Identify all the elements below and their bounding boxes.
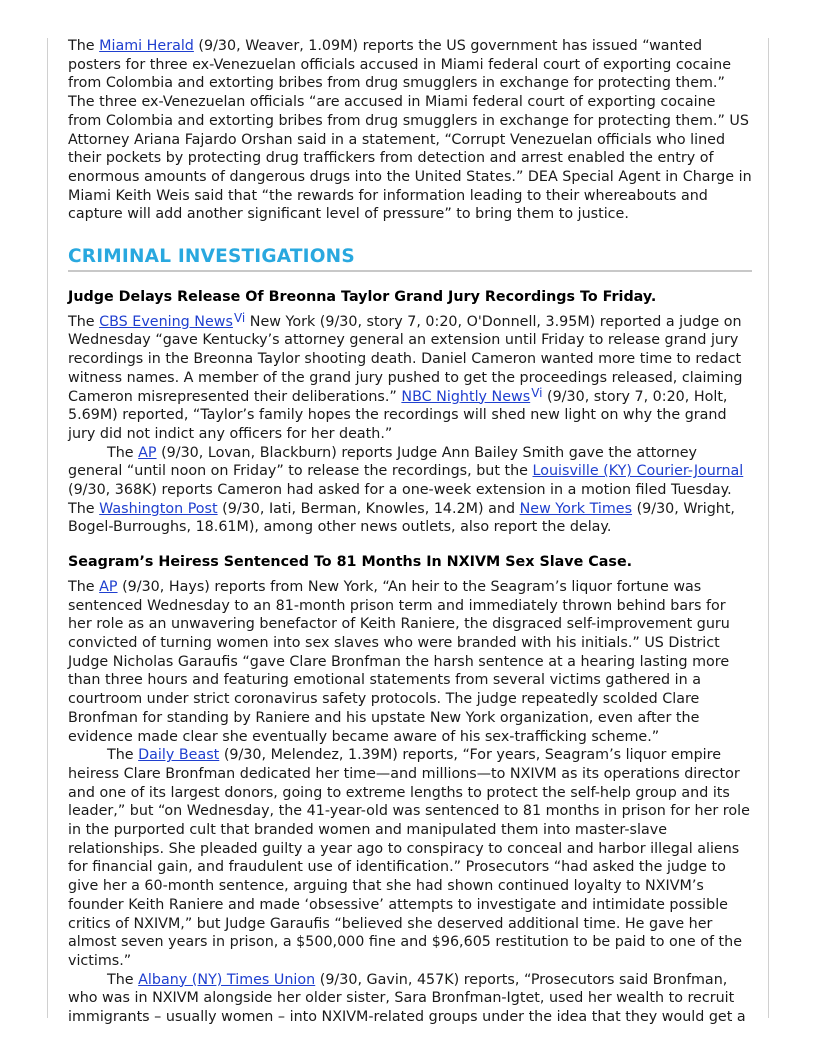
link-daily-beast[interactable]: Daily Beast: [138, 747, 220, 764]
article-headline-breonna-taylor: Judge Delays Release Of Breonna Taylor Grand Jury Recordings To Friday.: [68, 289, 657, 306]
video-indicator-icon[interactable]: Vi: [531, 385, 543, 400]
article-headline-seagram-heiress: Seagram’s Heiress Sentenced To 81 Months In NXIVM Sex Slave Case.: [68, 554, 633, 571]
link-albany-times-union[interactable]: Albany (NY) Times Union: [138, 971, 316, 988]
article1-paragraph-2: The AP (9/30, Lovan, Blackburn) reports Judge Ann Bailey Smith gave the attorney general “until noon on Friday” to release the recordings, but the Louisville (KY) Courier-Journal (9/30, 368K) reports Cameron had asked for a one-week extension in a motion filed Tuesday. The Washington Post (9/30, Iati, Berman, Knowles, 14.2M) and New York Times (9/30, Wright, Bogel-Burroughs, 18.61M), among other news outlets, also report the delay.: [68, 444, 744, 536]
link-new-york-times[interactable]: New York Times: [519, 500, 633, 517]
link-ap[interactable]: AP: [99, 578, 118, 595]
video-indicator-icon[interactable]: Vi: [233, 310, 246, 325]
link-louisville-courier-journal[interactable]: Louisville (KY) Courier-Journal: [532, 463, 744, 480]
article2-paragraph-1: The AP (9/30, Hays) reports from New York, “An heir to the Seagram’s liquor fortune was sentenced Wednesday to an 81-month prison term and immediately thrown behind bars for her role as an unwavering benefactor of Keith Raniere, the disgraced self-improvement guru convicted of turning women into sex slaves who were branded with his initials.” US District Judge Nicholas Garaufis “gave Clare Bronfman the harsh sentence at a hearing lasting more than three hours and featuring emotional statements from several victims gathered in a courtroom under strict coronavirus safety protocols. The judge repeatedly scolded Clare Bronfman for standing by Raniere and his upstate New York organization, even after the evidence made clear she eventually became aware of his sex-trafficking scheme.”: [68, 578, 730, 745]
left-margin-rule: [47, 38, 48, 1018]
section-title-criminal-investigations: CRIMINAL INVESTIGATIONS: [68, 245, 752, 272]
link-washington-post[interactable]: Washington Post: [99, 500, 218, 517]
link-nbc-nightly-news[interactable]: NBC Nightly News: [401, 388, 531, 405]
link-ap[interactable]: AP: [138, 444, 157, 461]
link-cbs-evening-news[interactable]: CBS Evening News: [99, 313, 233, 330]
right-margin-rule: [768, 38, 769, 1018]
article1-paragraph-1: The CBS Evening News$^{Vi}$ New York (9/30, story 7, 0:20, O'Donnell, 3.95M) reported a judge on Wednesday “gave Kentucky’s attorney general an extension until Friday to release grand jury recordings in the Breonna Taylor shooting death. Daniel Cameron wanted more time to redact witness names. A member of the grand jury pushed to get the proceedings released, claiming Cameron misrepresented their deliberations.” NBC Nightly News$^{Vi}$ (9/30, story 7, 0:20, Holt, 5.69M) reported, “Taylor’s family hopes the recordings will shed new light on why the grand jury did not indict any officers for her death.”: [68, 310, 743, 442]
document-body: [68, 37, 752, 1027]
article2-paragraph-3: The Albany (NY) Times Union (9/30, Gavin, 457K) reports, “Prosecutors said Bronfman, who was in NXIVM alongside her older sister, Sara Bronfman-Igtet, used her wealth to recruit immigrants – usually women – into NXIVM-related groups under the idea that they would get a: [68, 971, 746, 1026]
intro-paragraph: The Miami Herald (9/30, Weaver, 1.09M) reports the US government has issued “wanted posters for three ex-Venezuelan officials accused in Miami federal court of exporting cocaine from Colombia and extorting bribes from drug smugglers in exchange for protecting them.” The three ex-Venezuelan officials “are accused in Miami federal court of exporting cocaine from Colombia and extorting bribes from drug smugglers in exchange for protecting them.” US Attorney Ariana Fajardo Orshan said in a statement, “Corrupt Venezuelan officials who lined their pockets by protecting drug traffickers from detection and arrest enabled the entry of enormous amounts of dangerous drugs into the United States.” DEA Special Agent in Charge in Miami Keith Weis said that “the rewards for information leading to their whereabouts and capture will add another significant level of pressure” to bring them to justice.: [68, 38, 752, 223]
article2-paragraph-2: The Daily Beast (9/30, Melendez, 1.39M) reports, “For years, Seagram’s liquor empire heiress Clare Bronfman dedicated her time—and millions—to NXIVM as its operations director and one of its largest donors, going to extreme lengths to protect the self-help group and its leader,” but “on Wednesday, the 41-year-old was sentenced to 81 months in prison for her role in the purported cult that branded women and manipulated them into master-slave relationships. She pleaded guilty a year ago to conspiracy to conceal and harbor illegal aliens for financial gain, and fraudulent use of identification.” Prosecutors “had asked the judge to give her a 60-month sentence, arguing that she had shown continued loyalty to NXIVM’s founder Keith Raniere and made ‘obsessive’ attempts to investigate and intimidate possible critics of NXIVM,” but Judge Garaufis “believed she deserved additional time. He gave her almost seven years in prison, a $500,000 fine and $96,605 restitution to be paid to one of the victims.”: [68, 747, 750, 969]
link-miami-herald[interactable]: Miami Herald: [99, 38, 194, 54]
